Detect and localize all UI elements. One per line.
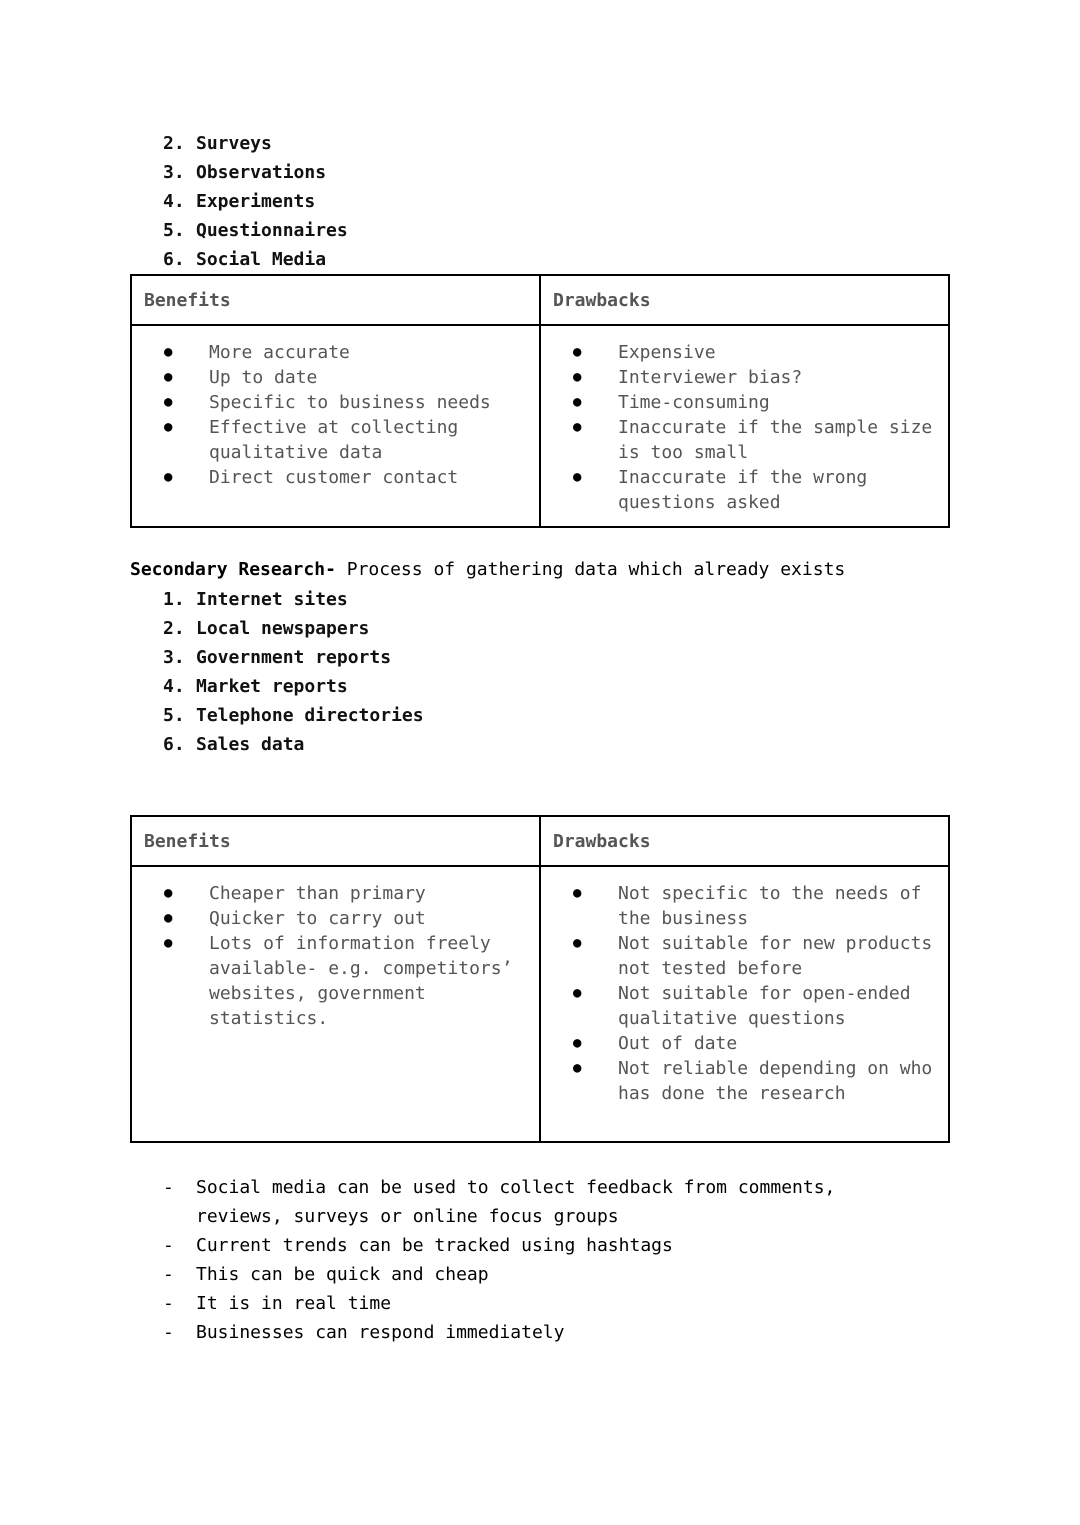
drawbacks-header: Drawbacks bbox=[540, 275, 949, 325]
bullet-icon: ● bbox=[164, 419, 173, 435]
bullet-icon: ● bbox=[573, 885, 582, 901]
list-item: ● Effective at collecting qualitative data bbox=[164, 417, 459, 463]
primary-research-table bbox=[130, 274, 950, 528]
list-item: 3. Government reports bbox=[163, 647, 392, 668]
list-item: - Social media can be used to collect feedback from comments, reviews, surveys or online focus groups bbox=[160, 1173, 920, 1231]
list-item: ● Out of date bbox=[573, 1033, 738, 1054]
bullet-icon: ● bbox=[573, 1060, 582, 1076]
bullet-icon: ● bbox=[573, 344, 582, 360]
list-item: 1. Internet sites bbox=[163, 589, 348, 610]
list-item: 6. Sales data bbox=[163, 734, 305, 755]
list-item: ● Cheaper than primary bbox=[164, 883, 426, 904]
bullet-icon: ● bbox=[164, 344, 173, 360]
bullet-icon: ● bbox=[164, 369, 173, 385]
bullet-icon: ● bbox=[164, 394, 173, 410]
list-item: ● Specific to business needs bbox=[164, 392, 491, 413]
list-item: ● Not suitable for open-ended qualitative questions bbox=[573, 983, 911, 1029]
bullet-icon: ● bbox=[573, 394, 582, 410]
secondary-research-table bbox=[130, 815, 950, 1143]
benefits-list bbox=[132, 881, 539, 1031]
benefits-header: Benefits bbox=[131, 816, 540, 866]
dash-icon: - bbox=[163, 1235, 174, 1256]
list-item: 3. Observations bbox=[163, 162, 327, 183]
list-item: 4. Market reports bbox=[163, 676, 348, 697]
bullet-icon: ● bbox=[573, 935, 582, 951]
list-item: 6. Social Media bbox=[163, 249, 327, 270]
drawbacks-header: Drawbacks bbox=[540, 816, 949, 866]
dash-icon: - bbox=[163, 1264, 174, 1285]
primary-methods-list bbox=[163, 129, 348, 274]
secondary-research-heading: Secondary Research- Process of gathering data which already exists bbox=[130, 559, 846, 580]
list-item: 2. Surveys bbox=[163, 133, 272, 154]
list-item: ● Quicker to carry out bbox=[164, 908, 426, 929]
drawbacks-cell bbox=[540, 325, 949, 527]
dash-icon: - bbox=[163, 1293, 174, 1314]
dash-icon: - bbox=[163, 1322, 174, 1343]
list-item: ● Lots of information freely available- e.g. competitors’ websites, government statistics. bbox=[164, 933, 513, 1029]
benefits-header: Benefits bbox=[131, 275, 540, 325]
bullet-icon: ● bbox=[573, 985, 582, 1001]
list-item: 5. Questionnaires bbox=[163, 220, 348, 241]
list-item: ● More accurate bbox=[164, 342, 350, 363]
list-item: ● Up to date bbox=[164, 367, 318, 388]
benefits-cell bbox=[131, 325, 540, 527]
bullet-icon: ● bbox=[164, 885, 173, 901]
list-item: 5. Telephone directories bbox=[163, 705, 424, 726]
list-item: ● Inaccurate if the sample size is too small bbox=[573, 417, 933, 463]
bullet-icon: ● bbox=[573, 1035, 582, 1051]
list-item: - Current trends can be tracked using hashtags bbox=[160, 1231, 920, 1260]
list-item: ● Not reliable depending on who has done the research bbox=[573, 1058, 933, 1104]
list-item: ● Time-consuming bbox=[573, 392, 770, 413]
drawbacks-list bbox=[541, 881, 948, 1106]
benefits-cell bbox=[131, 866, 540, 1142]
list-item: 4. Experiments bbox=[163, 191, 316, 212]
list-item: ● Direct customer contact bbox=[164, 467, 459, 488]
drawbacks-cell bbox=[540, 866, 949, 1142]
bullet-icon: ● bbox=[164, 910, 173, 926]
benefits-list bbox=[132, 340, 539, 490]
bullet-icon: ● bbox=[573, 469, 582, 485]
bullet-icon: ● bbox=[164, 935, 173, 951]
dash-icon: - bbox=[163, 1177, 174, 1198]
list-item: ● Interviewer bias? bbox=[573, 367, 803, 388]
drawbacks-list bbox=[541, 340, 948, 515]
bullet-icon: ● bbox=[573, 419, 582, 435]
secondary-sources-list bbox=[163, 585, 424, 759]
list-item: - Businesses can respond immediately bbox=[160, 1318, 920, 1347]
list-item: 2. Local newspapers bbox=[163, 618, 370, 639]
list-item: - It is in real time bbox=[160, 1289, 920, 1318]
list-item: ● Inaccurate if the wrong questions asked bbox=[573, 467, 868, 513]
list-item: - This can be quick and cheap bbox=[160, 1260, 920, 1289]
social-media-notes bbox=[160, 1173, 920, 1347]
list-item: ● Not specific to the needs of the business bbox=[573, 883, 922, 929]
list-item: ● Expensive bbox=[573, 342, 716, 363]
bullet-icon: ● bbox=[164, 469, 173, 485]
list-item: ● Not suitable for new products not tested before bbox=[573, 933, 933, 979]
bullet-icon: ● bbox=[573, 369, 582, 385]
